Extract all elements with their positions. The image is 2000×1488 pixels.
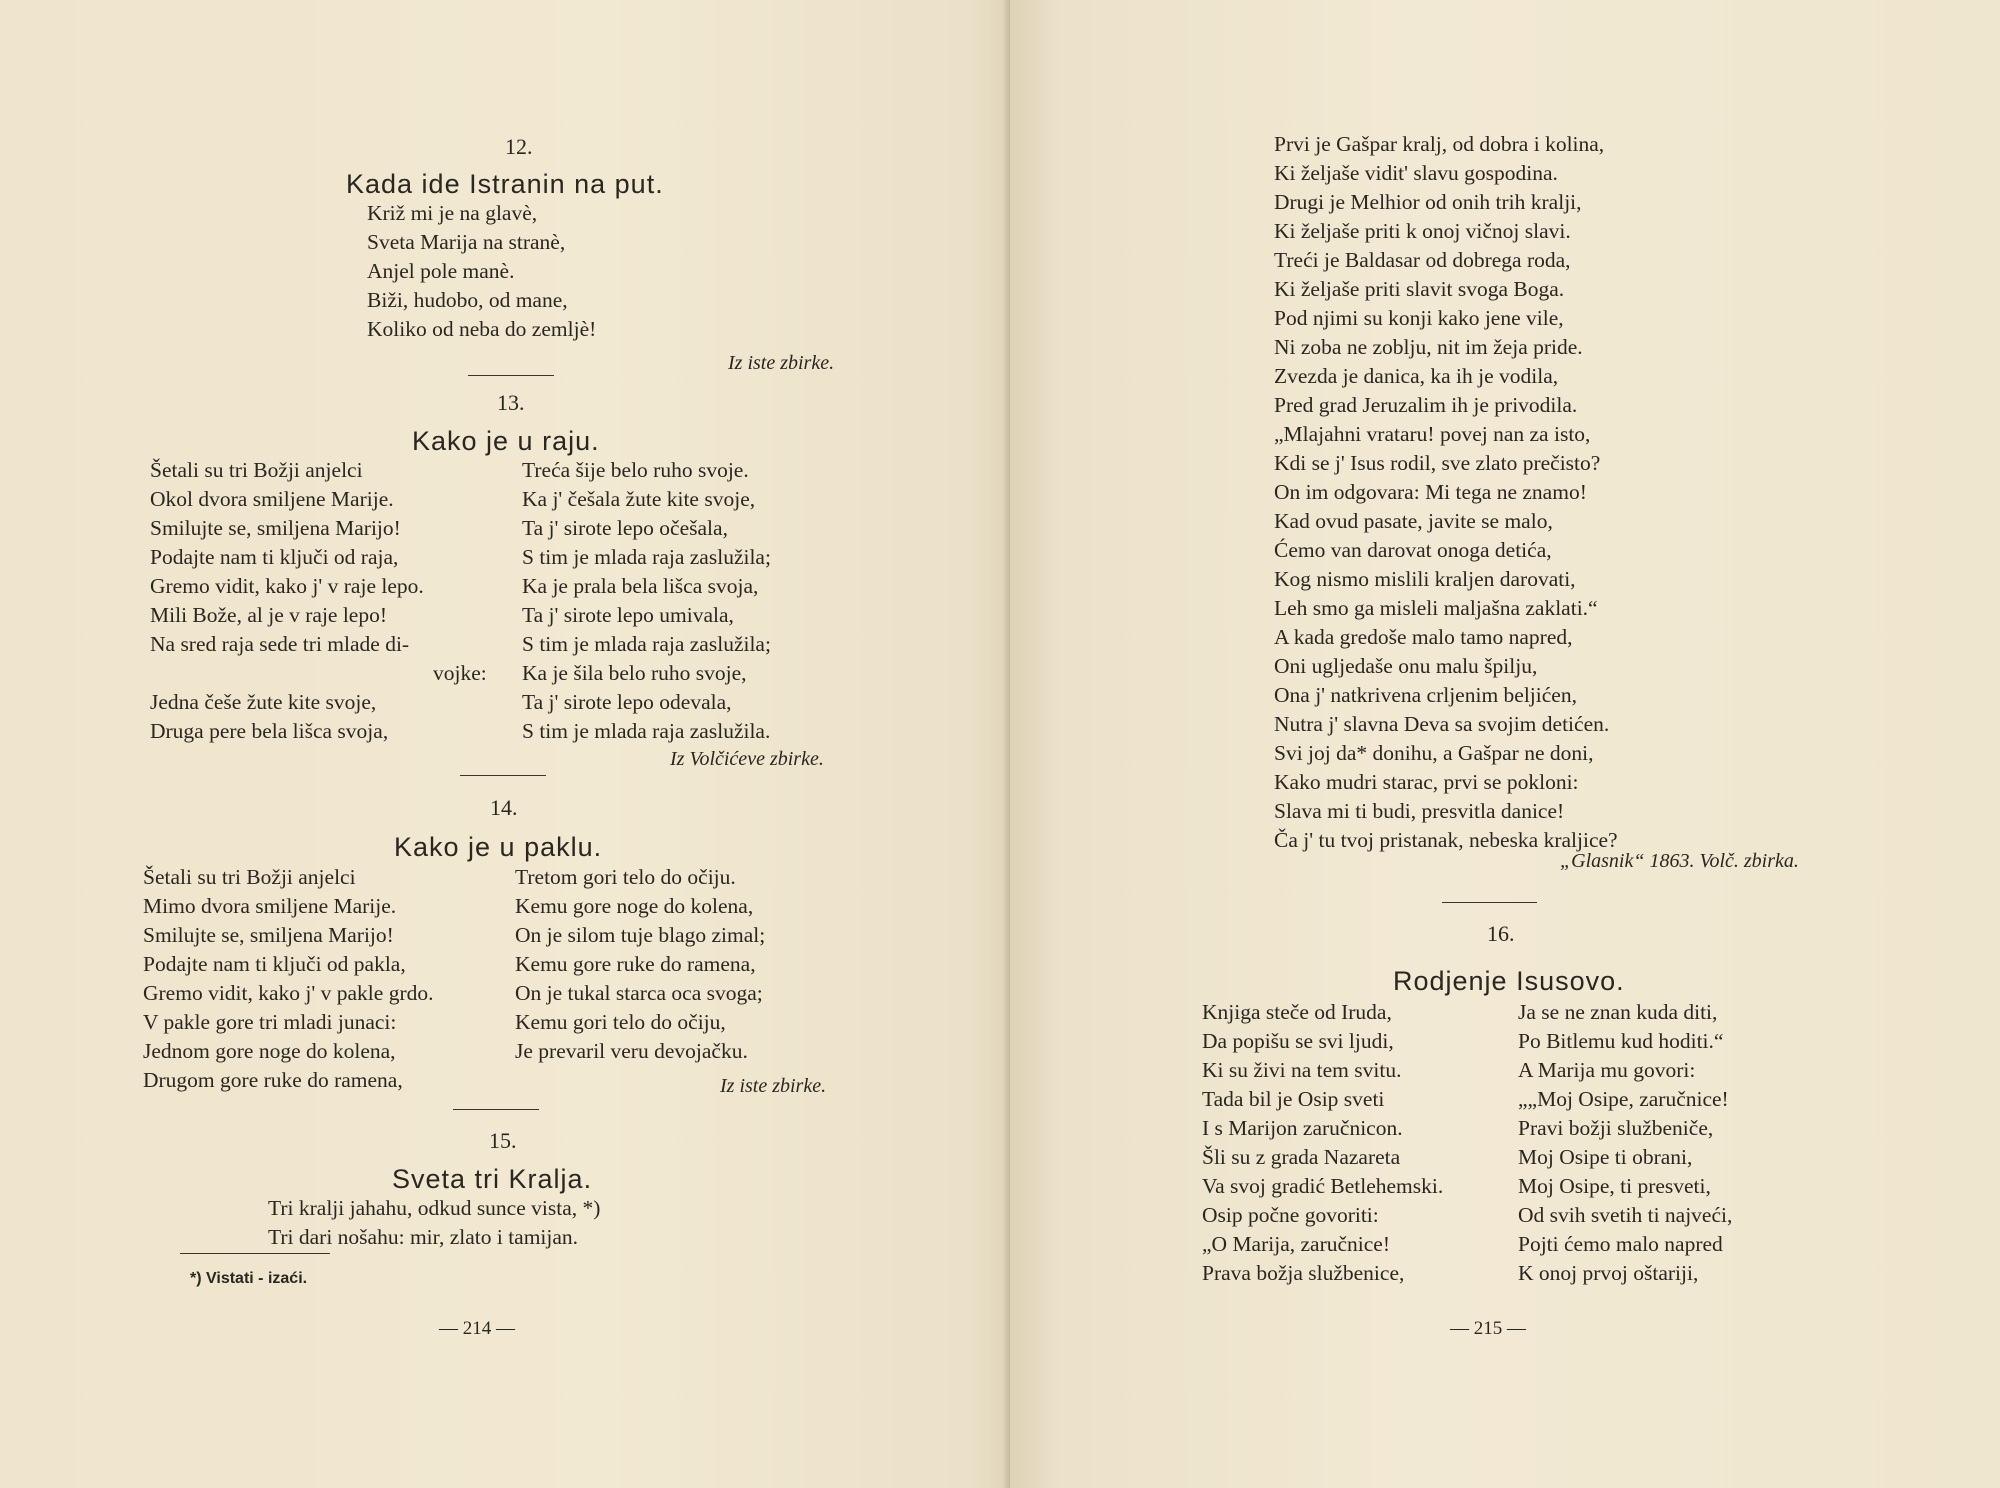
verse-line: Knjiga steče od Iruda, — [1202, 1000, 1392, 1024]
verse-line: Okol dvora smiljene Marije. — [150, 487, 394, 511]
verse-line: Drugi je Melhior od onih trih kralji, — [1274, 190, 1582, 214]
verse-line: Pravi božji službeniče, — [1518, 1116, 1714, 1140]
footnote-divider — [180, 1253, 330, 1254]
verse-block — [367, 199, 596, 344]
verse-line: Pred grad Jeruzalim ih je privodila. — [1274, 393, 1578, 417]
verse-line: Kdi se j' Isus rodil, sve zlato prečisto? — [1274, 451, 1601, 475]
verse-line: Križ mi je na glavè, — [367, 201, 538, 225]
verse-line: Ki su živi na tem svitu. — [1202, 1058, 1402, 1082]
section-title: Kako je u paklu. — [394, 832, 603, 862]
verse-line: Tretom gori telo do očiju. — [515, 865, 736, 889]
verse-line: Da popišu se svi ljudi, — [1202, 1029, 1394, 1053]
verse-line: Ki željaše priti slavit svoga Boga. — [1274, 277, 1565, 301]
page-number: — 214 — — [439, 1318, 515, 1339]
verse-line: Ni zoba ne zoblju, nit im žeja pride. — [1274, 335, 1583, 359]
section-divider — [460, 775, 546, 776]
verse-line: Ka j' češala žute kite svoje, — [522, 487, 756, 511]
verse-line: „Mlajahni vrataru! povej nan za isto, — [1274, 422, 1591, 446]
verse-line: Ča j' tu tvoj pristanak, nebeska kraljice? — [1274, 828, 1618, 852]
verse-line: Druga pere bela lišca svoja, — [150, 719, 389, 743]
verse-line: I s Marijon zaručnicon. — [1202, 1116, 1403, 1140]
verse-line: Prava božja službenice, — [1202, 1261, 1405, 1285]
verse-line: V pakle gore tri mladi junaci: — [143, 1010, 397, 1034]
verse-line: On im odgovara: Mi tega ne znamo! — [1274, 480, 1587, 504]
verse-line: S tim je mlada raja zaslužila. — [522, 719, 771, 743]
verse-line: Zvezda je danica, ka ih je vodila, — [1274, 364, 1559, 388]
verse-line: Gremo vidit, kako j' v pakle grdo. — [143, 981, 434, 1005]
verse-line: On je tukal starca oca svoga; — [515, 981, 763, 1005]
section-number: 16. — [1487, 921, 1515, 946]
verse-line: Nutra j' slavna Deva sa svojim detićen. — [1274, 712, 1610, 736]
verse-line: Moj Osipe, ti presveti, — [1518, 1174, 1711, 1198]
source-note: Iz iste zbirke. — [720, 1075, 827, 1097]
verse-line: Od svih svetih ti najveći, — [1518, 1203, 1733, 1227]
section-number: 12. — [505, 134, 533, 159]
verse-line: On je silom tuje blago zimal; — [515, 923, 766, 947]
verse-line: Ki željaše priti k onoj vičnoj slavi. — [1274, 219, 1571, 243]
verse-line: Jednom gore noge do kolena, — [143, 1039, 396, 1063]
verse-line: Ta j' sirote lepo umivala, — [522, 603, 734, 627]
verse-line: Po Bitlemu kud hoditi.“ — [1518, 1029, 1724, 1053]
verse-line: Tri dari nošahu: mir, zlato i tamijan. — [268, 1225, 579, 1249]
verse-line: Anjel pole manè. — [367, 259, 515, 283]
verse-line: Šli su z grada Nazareta — [1202, 1145, 1401, 1169]
section-number: 15. — [489, 1128, 517, 1153]
verse-line: Ta j' sirote lepo očešala, — [522, 516, 728, 540]
verse-column-left — [143, 863, 433, 1095]
verse-line: Ja se ne znan kuda diti, — [1518, 1000, 1718, 1024]
verse-line: Oni ugljedaše onu malu špilju, — [1274, 654, 1538, 678]
verse-line: Koliko od neba do zemljè! — [367, 317, 597, 341]
verse-column-left — [1202, 998, 1443, 1288]
verse-line: Pod njimi su konji kako jene vile, — [1274, 306, 1564, 330]
section-number: 13. — [497, 390, 525, 415]
verse-line: Kog nismo mislili kraljen darovati, — [1274, 567, 1576, 591]
verse-line: Jedna češe žute kite svoje, — [150, 690, 377, 714]
verse-line: Šetali su tri Božji anjelci — [150, 458, 363, 482]
verse-line: Slava mi ti budi, presvitla danice! — [1274, 799, 1565, 823]
verse-line: Gremo vidit, kako j' v raje lepo. — [150, 574, 424, 598]
verse-column-left — [150, 456, 487, 746]
verse-line: Osip počne govoriti: — [1202, 1203, 1379, 1227]
verse-line: Prvi je Gašpar kralj, od dobra i kolina, — [1274, 132, 1605, 156]
section-title: Sveta tri Kralja. — [392, 1164, 593, 1194]
verse-line: Smilujte se, smiljena Marijo! — [143, 923, 394, 947]
verse-block — [1274, 130, 1618, 855]
verse-line: A Marija mu govori: — [1518, 1058, 1696, 1082]
verse-line: Biži, hudobo, od mane, — [367, 288, 568, 312]
verse-line: Moj Osipe ti obrani, — [1518, 1145, 1693, 1169]
verse-line: Tri kralji jahahu, odkud sunce vista, *) — [268, 1196, 601, 1220]
right-page — [1010, 0, 2000, 1488]
source-note: Iz Volčićeve zbirke. — [670, 748, 824, 770]
section-divider — [453, 1109, 539, 1110]
section-divider — [1442, 902, 1537, 903]
verse-column-right — [1518, 998, 1732, 1288]
verse-line: Podajte nam ti ključi od raja, — [150, 545, 399, 569]
verse-line: Ta j' sirote lepo odevala, — [522, 690, 732, 714]
verse-line: Ka je šila belo ruho svoje, — [522, 661, 747, 685]
section-title: Rodjenje Isusovo. — [1393, 966, 1625, 996]
verse-line: Ona j' natkrivena crljenim beljićen, — [1274, 683, 1577, 707]
verse-line: A kada gredoše malo tamo napred, — [1274, 625, 1573, 649]
verse-line: Kako mudri starac, prvi se pokloni: — [1274, 770, 1579, 794]
verse-line: S tim je mlada raja zaslužila; — [522, 632, 771, 656]
verse-line: Svi joj da* donihu, a Gašpar ne doni, — [1274, 741, 1594, 765]
verse-line: „„Moj Osipe, zaručnice! — [1518, 1087, 1729, 1111]
verse-line: Kemu gore ruke do ramena, — [515, 952, 756, 976]
verse-line: Pojti ćemo malo napred — [1518, 1232, 1723, 1256]
verse-line: Sveta Marija na stranè, — [367, 230, 566, 254]
verse-line: Smilujte se, smiljena Marijo! — [150, 516, 401, 540]
verse-line: Treća šije belo ruho svoje. — [522, 458, 749, 482]
verse-line: Podajte nam ti ključi od pakla, — [143, 952, 406, 976]
verse-line: S tim je mlada raja zaslužila; — [522, 545, 771, 569]
verse-line: K onoj prvoj oštariji, — [1518, 1261, 1699, 1285]
verse-line: Treći je Baldasar od dobrega roda, — [1274, 248, 1571, 272]
verse-line: Drugom gore ruke do ramena, — [143, 1068, 403, 1092]
verse-line: Mili Bože, al je v raje lepo! — [150, 603, 388, 627]
page-number: — 215 — — [1450, 1318, 1526, 1339]
verse-line: Kad ovud pasate, javite se malo, — [1274, 509, 1553, 533]
verse-line: Ki željaše vidit' slavu gospodina. — [1274, 161, 1558, 185]
verse-line: Va svoj gradić Betlehemski. — [1202, 1174, 1444, 1198]
section-title: Kada ide Istranin na put. — [346, 169, 664, 199]
verse-line: Je prevaril veru devojačku. — [515, 1039, 748, 1063]
source-note: „Glasnik“ 1863. Volč. zbirka. — [1560, 850, 1799, 872]
verse-line: Kemu gore noge do kolena, — [515, 894, 754, 918]
section-divider — [468, 375, 554, 376]
verse-line: Šetali su tri Božji anjelci — [143, 865, 356, 889]
footnote: *) Vistati - izaći. — [190, 1270, 308, 1287]
verse-line: Kemu gori telo do očiju, — [515, 1010, 726, 1034]
verse-line: Tada bil je Osip sveti — [1202, 1087, 1385, 1111]
source-note: Iz iste zbirke. — [728, 352, 835, 374]
verse-block — [268, 1194, 600, 1252]
verse-line: Na sred raja sede tri mlade di- — [150, 632, 410, 656]
verse-line: Mimo dvora smiljene Marije. — [143, 894, 397, 918]
verse-line: Ćemo van darovat onoga detića, — [1274, 538, 1552, 562]
section-title: Kako je u raju. — [412, 426, 600, 456]
verse-line: vojke: — [433, 661, 487, 685]
verse-column-right — [522, 456, 771, 746]
verse-line: „O Marija, zaručnice! — [1202, 1232, 1391, 1256]
verse-line: Leh smo ga misleli maljašna zaklati.“ — [1274, 596, 1598, 620]
verse-column-right — [515, 863, 765, 1066]
verse-line: Ka je prala bela lišca svoja, — [522, 574, 759, 598]
section-number: 14. — [490, 795, 518, 820]
